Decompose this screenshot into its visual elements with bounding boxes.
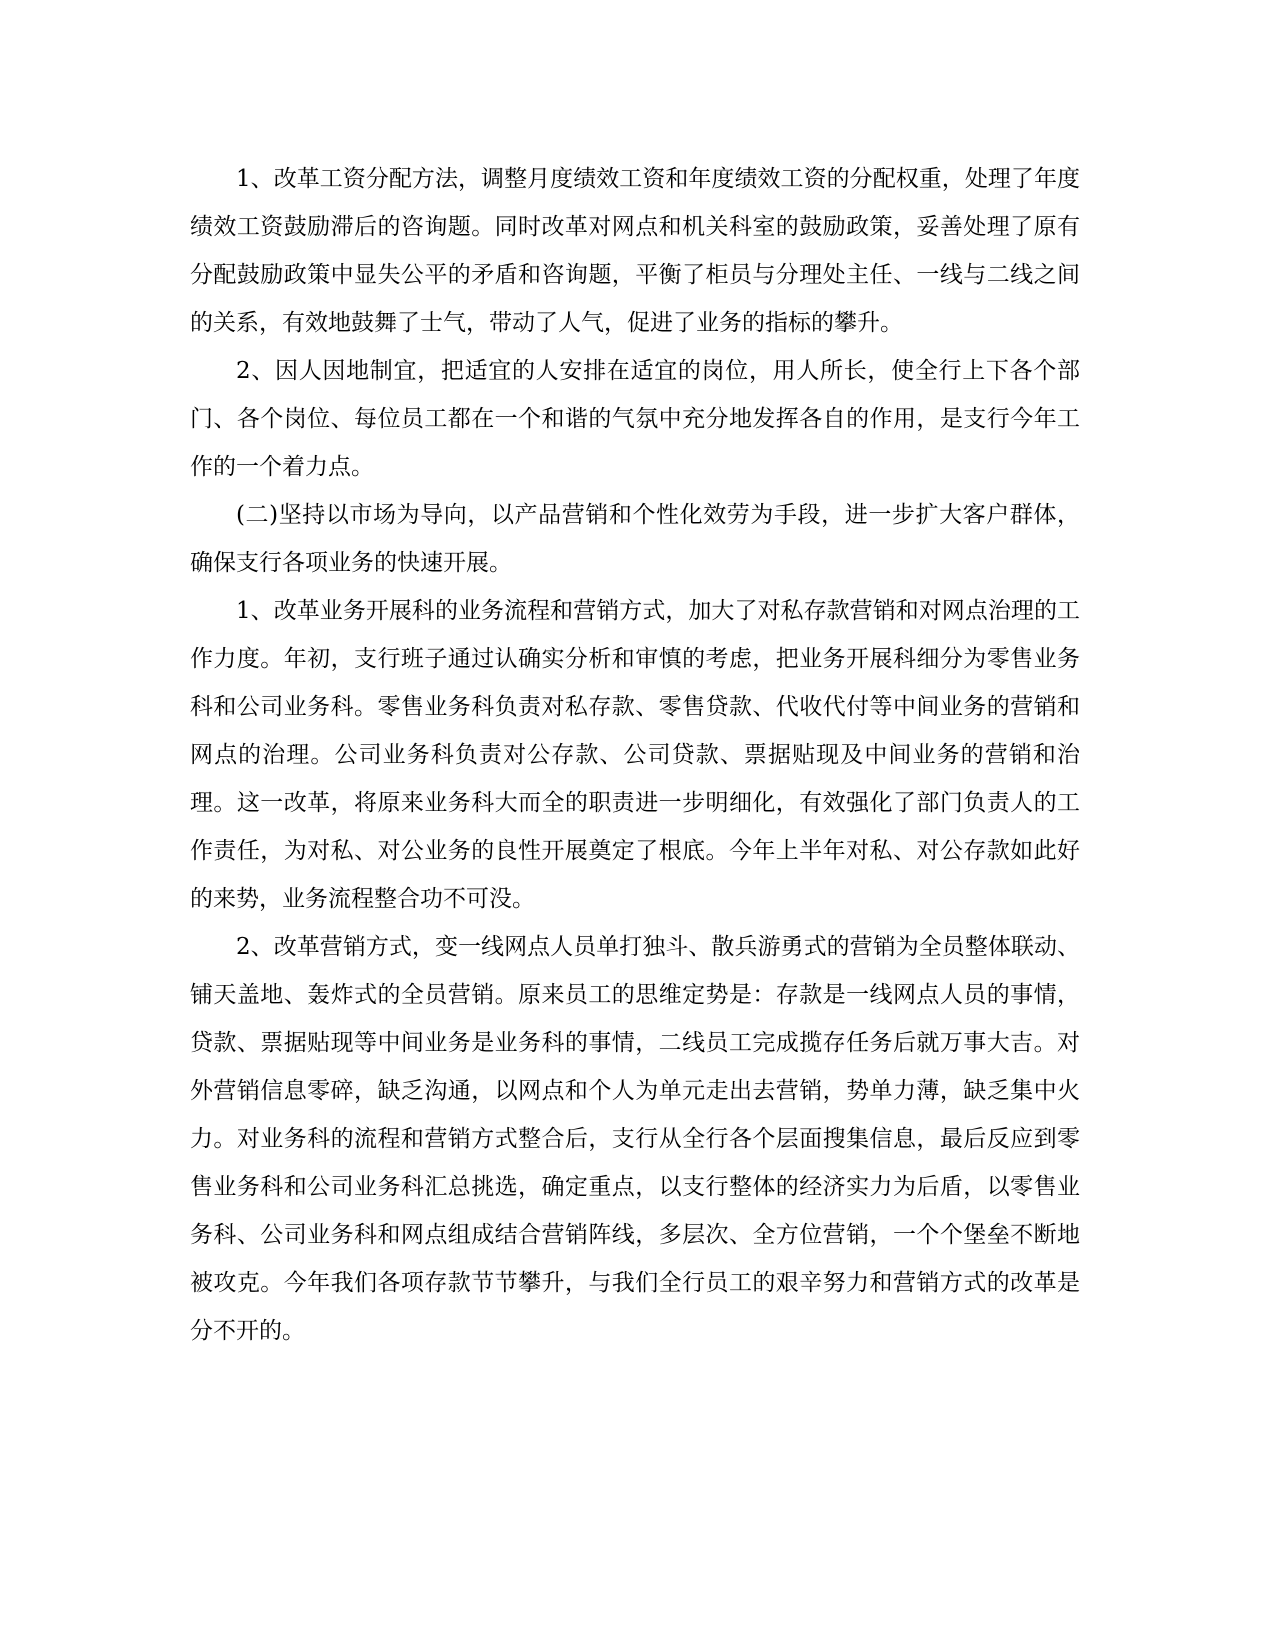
paragraph-salary-reform: 1、改革工资分配方法，调整月度绩效工资和年度绩效工资的分配权重，处理了年度绩效工资鼓励滞后的咨询题。同时改革对网点和机关科室的鼓励政策，妥善处理了原有分配鼓励政策中显失公平的矛盾和咨询题，平衡了柜员与分理处主任、一线与二线之间的关系，有效地鼓舞了士气，带动了人气，促进了业务的指标的攀升。 [190,166,1080,336]
document-page [190,155,1080,1355]
paragraph-marketing-reform: 2、改革营销方式，变一线网点人员单打独斗、散兵游勇式的营销为全员整体联动、铺天盖地、轰炸式的全员营销。原来员工的思维定势是：存款是一线网点人员的事情，贷款、票据贴现等中间业务是业务科的事情，二线员工完成揽存任务后就万事大吉。对外营销信息零碎，缺乏沟通，以网点和个人为单元走出去营销，势单力薄，缺乏集中火力。对业务科的流程和营销方式整合后，支行从全行各个层面搜集信息，最后反应到零售业务科和公司业务科汇总挑选，确定重点，以支行整体的经济实力为后盾，以零售业务科、公司业务科和网点组成结合营销阵线，多层次、全方位营销，一个个堡垒不断地被攻克。今年我们各项存款节节攀升，与我们全行员工的艰辛努力和营销方式的改革是分不开的。 [190,934,1080,1344]
paragraph-staffing: 2、因人因地制宜，把适宜的人安排在适宜的岗位，用人所长，使全行上下各个部门、各个岗位、每位员工都在一个和谐的气氛中充分地发挥各自的作用，是支行今年工作的一个着力点。 [190,358,1080,480]
paragraph-business-process-reform: 1、改革业务开展科的业务流程和营销方式，加大了对私存款营销和对网点治理的工作力度。年初，支行班子通过认确实分析和审慎的考虑，把业务开展科细分为零售业务科和公司业务科。零售业务科负责对私存款、零售贷款、代收代付等中间业务的营销和网点的治理。公司业务科负责对公存款、公司贷款、票据贴现及中间业务的营销和治理。这一改革，将原来业务科大而全的职责进一步明细化，有效强化了部门负责人的工作责任，为对私、对公业务的良性开展奠定了根底。今年上半年对私、对公存款如此好的来势，业务流程整合功不可没。 [190,598,1080,912]
section-heading-market-orientation: (二)坚持以市场为导向，以产品营销和个性化效劳为手段，进一步扩大客户群体，确保支行各项业务的快速开展。 [190,502,1080,576]
